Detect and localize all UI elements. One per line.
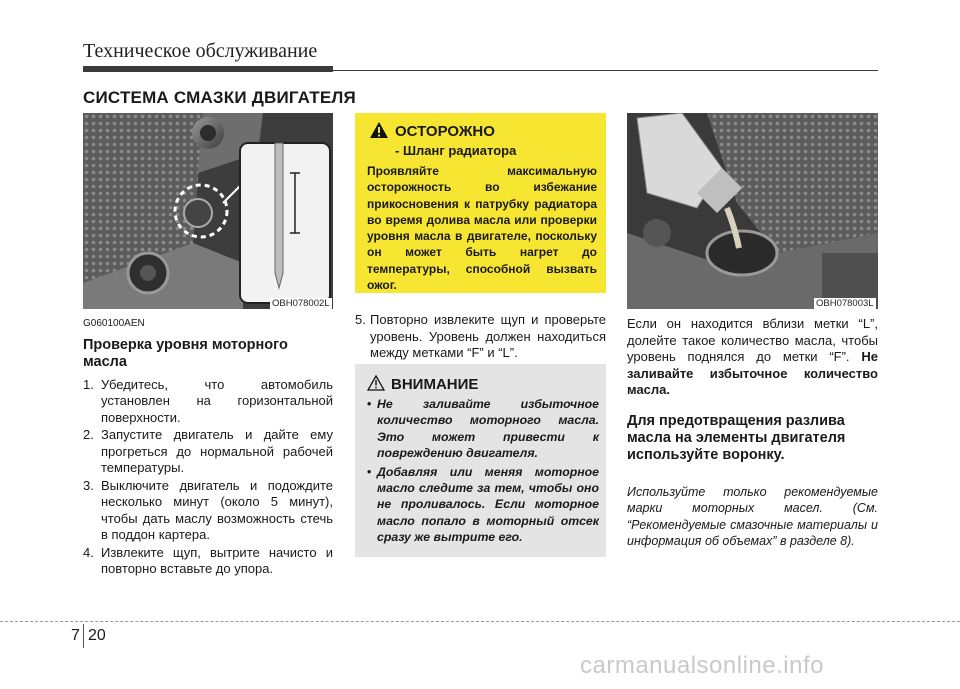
list-item: • Добавляя или меняя моторное масло следите за тем, чтобы оно не проливалось. Если моторное масло попало в моторный отсек сразу же вытрите его. <box>367 464 599 545</box>
watermark: carmanualsonline.info <box>580 652 824 679</box>
caution-title: ВНИМАНИЕ <box>391 376 479 393</box>
header-bar <box>83 66 333 72</box>
steps-list <box>83 377 333 578</box>
subheading-oil-check: Проверка уровня моторного масла <box>83 336 288 370</box>
list-item: 4. Извлеките щуп, вытрите начисто и повторно вставьте до упора. <box>83 544 333 576</box>
footer-rule <box>0 621 960 622</box>
oil-filling-photo <box>627 113 878 309</box>
caution-box <box>355 364 606 557</box>
page-number: 20 <box>88 627 106 644</box>
warning-box <box>355 113 606 293</box>
list-item: • Не заливайте избыточное количество моторного масла. Это может привести к повреждению двигателя. <box>367 397 599 461</box>
warning-title: ОСТОРОЖНО <box>395 123 495 140</box>
image-caption-right: OBH078003L <box>816 298 874 309</box>
step-5: 5. Повторно извлеките щуп и проверьте уровень. Уровень должен находиться между метками “F” и “L”. <box>355 312 606 360</box>
left-column <box>83 316 333 579</box>
header-rule <box>333 70 878 71</box>
dipstick-photo <box>83 113 333 309</box>
warning-triangle-icon <box>369 121 389 139</box>
image-caption-left: OBH078002L <box>272 298 330 309</box>
page-title: СИСТЕМА СМАЗКИ ДВИГАТЕЛЯ <box>83 88 356 107</box>
caution-triangle-icon <box>367 375 385 391</box>
warning-text: Проявляйте максимальную осторожность во избежание прикосновения к патрубку радиатора во время долива масла или проверки уровня масла в двигателе, поскольку он может быть нагрет до температуры, способной вызвать ожог. <box>367 164 597 293</box>
subheading-funnel: Для предотвращения разлива масла на элементы двигателя используйте воронку. <box>627 412 846 463</box>
doc-code: G060100AEN <box>83 318 145 329</box>
list-item: 2. Запустите двигатель и дайте ему прогреться до нормальной рабочей температуры. <box>83 427 333 475</box>
warning-subtitle: - Шланг радиатора <box>395 143 517 158</box>
page-number-separator <box>83 624 84 648</box>
paragraph-top-up: Если он находится вблизи метки “L”, долейте такое количество масла, чтобы уровень поднялся до метки “F”. Не заливайте избыточное количество масла. <box>627 316 878 397</box>
caution-list <box>367 396 599 548</box>
note-recommended-oils: Используйте только рекомендуемые марки моторных масел. (См. “Рекомендуемые смазочные материалы и информация об объемах” в разделе 8). <box>627 484 878 548</box>
list-item: 1. Убедитесь, что автомобиль установлен на горизонтальной поверхности. <box>83 376 333 425</box>
section-header: Техническое обслуживание <box>83 40 318 62</box>
list-item: 3. Выключите двигатель и подождите несколько минут (около 5 минут), чтобы дать маслу возможность стечь в поддон картера. <box>83 477 333 542</box>
right-column <box>627 316 878 550</box>
chapter-number: 7 <box>71 627 80 644</box>
